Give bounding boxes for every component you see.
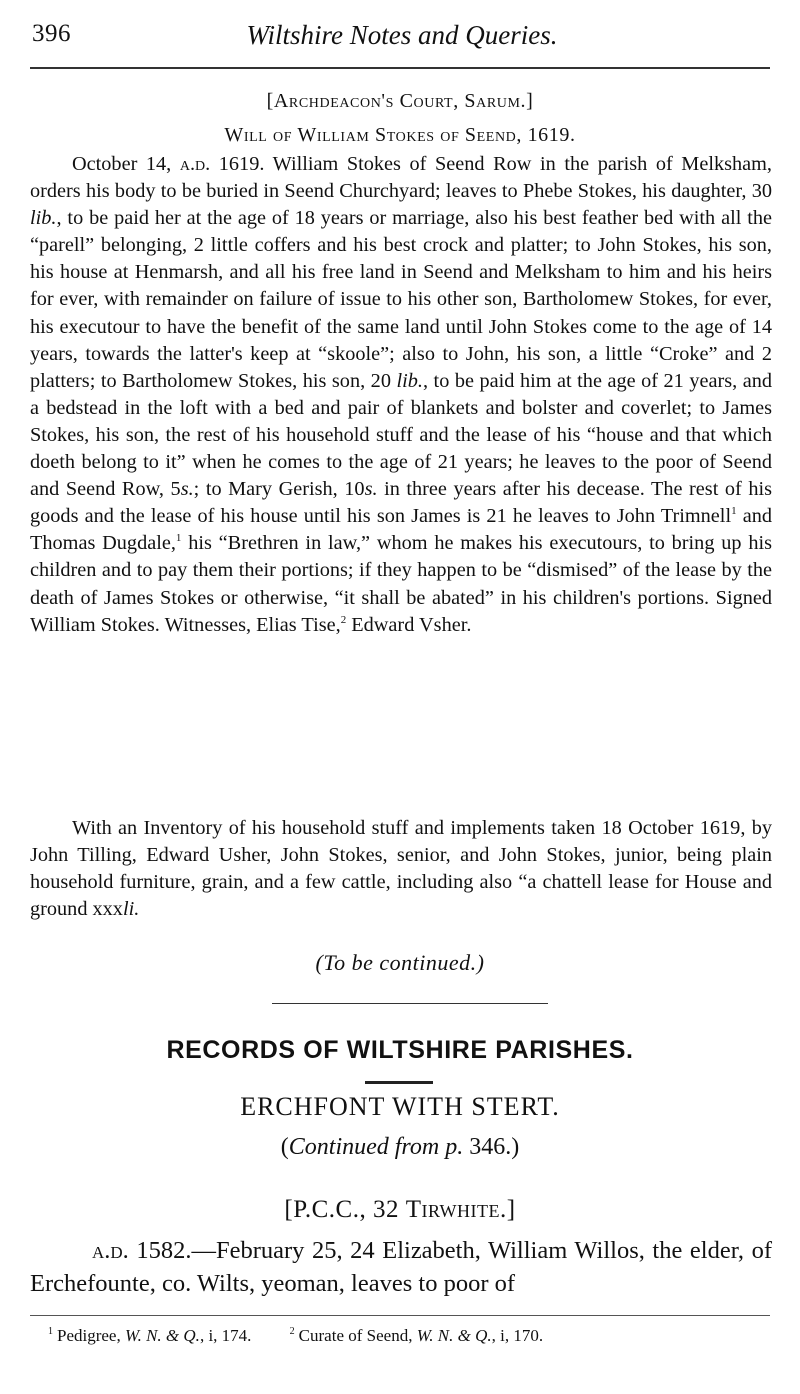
text-run: and Thomas Dugdale, [30,505,772,555]
page-number: 396 [32,20,71,47]
footnote [48,1326,251,1346]
text-run: October 14, [72,153,180,175]
abbreviation-lib: lib. [30,207,57,230]
text-run: , to be paid him at the age of 21 years, and a bedstead in the loft with a bed and pair of blankets and bolster and coverlet; to James Stokes, his son, the rest of his household stuff and the lease of his “house and that which doeth belong to it” when he comes to the age of 21 years; he leaves to the poor of Seend and Seend Row, 5 [30,369,772,501]
court-heading: [Archdeacon's Court, Sarum.] [266,90,534,112]
footnote [290,1326,543,1346]
abbreviation-lib: lib. [396,369,423,392]
footnote-reference: W. N. & Q. [416,1326,492,1345]
text-run: , to be paid her at the age of 18 years or marriage, also his best feather bed with all the “parell” belonging, 2 little coffers and his best crock and platter; to John Stokes, his son, his house at Henmarsh, and all his free land in Seend and Melksham to him and his heirs for ever, with remainder on failure of issue to his other son, Bartholomew Stokes, for ever, his executour to have the benefit of the same land until John Stokes come to the age of 14 years, towards the latter's keep at “skoole”; also to John, his son, a little “Croke” and 2 platters; to Bartholomew Stokes, his son, 20 [30,207,772,392]
continued-from-page: 346. [469,1134,512,1160]
footnote-marker: 1 [175,532,182,545]
abbreviation-s: s. [180,478,194,501]
pcc-heading [0,1196,800,1224]
pcc-name: Tirwhite. [405,1196,507,1223]
parish-heading: ERCHFONT WITH STERT. [240,1092,560,1121]
section-divider [272,1003,548,1004]
footnote-marker: 2 [340,613,347,626]
inventory-paragraph [30,815,772,923]
abbreviation-ad: a.d. [179,153,211,175]
footnote-rule [30,1315,770,1316]
footnote-number: 2 [289,1326,295,1338]
records-paragraph [30,1234,772,1300]
footnotes [48,1326,772,1346]
footnote-text: Curate of Seend, [298,1326,417,1345]
records-heading: RECORDS OF WILTSHIRE PARISHES. [166,1036,634,1064]
text-run: his “Brethren in law,” whom he makes his executours, to bring up his children and to pay them their portions; if they happen to be “dismised” of the lease by the death of James Stokes or otherwise, “it shall be abated” in his children's portions. Signed William Stokes. Witnesses, Elias Tise, [30,532,772,636]
header-rule [30,67,770,69]
will-paragraph [30,151,772,639]
to-be-continued: (To be continued.) [315,950,485,975]
will-title: Will of William Stokes of Seend, 1619. [224,124,576,146]
pcc-prefix: [P.C.C., 32 [284,1196,406,1223]
footnote-text: , i, 174. [199,1326,252,1345]
abbreviation-li: li. [122,898,140,921]
footnote-reference: W. N. & Q. [124,1326,200,1345]
short-rule [365,1081,433,1084]
pcc-suffix: ] [506,1196,516,1223]
footnote-text: Pedigree, [57,1326,125,1345]
text-run: 1619. William Stokes of Seend Row in the parish of Melksham, orders his body to be buried in Seend Churchyard; leaves to Phebe Stokes, his daughter, 30 [30,153,772,203]
page-header [32,14,772,54]
abbreviation-s: s. [364,478,378,501]
footnote-number: 1 [48,1326,53,1338]
text-run: ; to Mary Gerish, 10 [193,478,365,501]
footnote-text: , i, 170. [491,1326,544,1345]
text-run: 1582.—February 25, 24 Elizabeth, William Willos, the elder, of Erchefounte, co. Wilts, yeoman, leaves to poor of [30,1237,772,1297]
running-title: Wiltshire Notes and Queries. [246,20,558,50]
text-run: With an Inventory of his household stuff and implements taken 18 October 1619, by John Tilling, Edward Usher, John Stokes, senior, and John Stokes, junior, being plain household furniture, grain, and a few cattle, including also “a chattell lease for House and ground xxx [30,817,772,921]
text-run: in three years after his decease. The rest of his goods and the lease of his house until his son James is 21 he leaves to John Trimnell [30,478,772,528]
continued-from: (Continued from p. 346.) [280,1134,520,1160]
continued-from-label: Continued from p. [288,1134,464,1160]
footnote-marker: 1 [731,505,737,518]
text-run: Edward Vsher. [346,613,472,636]
abbreviation-ad: a.d. [92,1237,129,1264]
